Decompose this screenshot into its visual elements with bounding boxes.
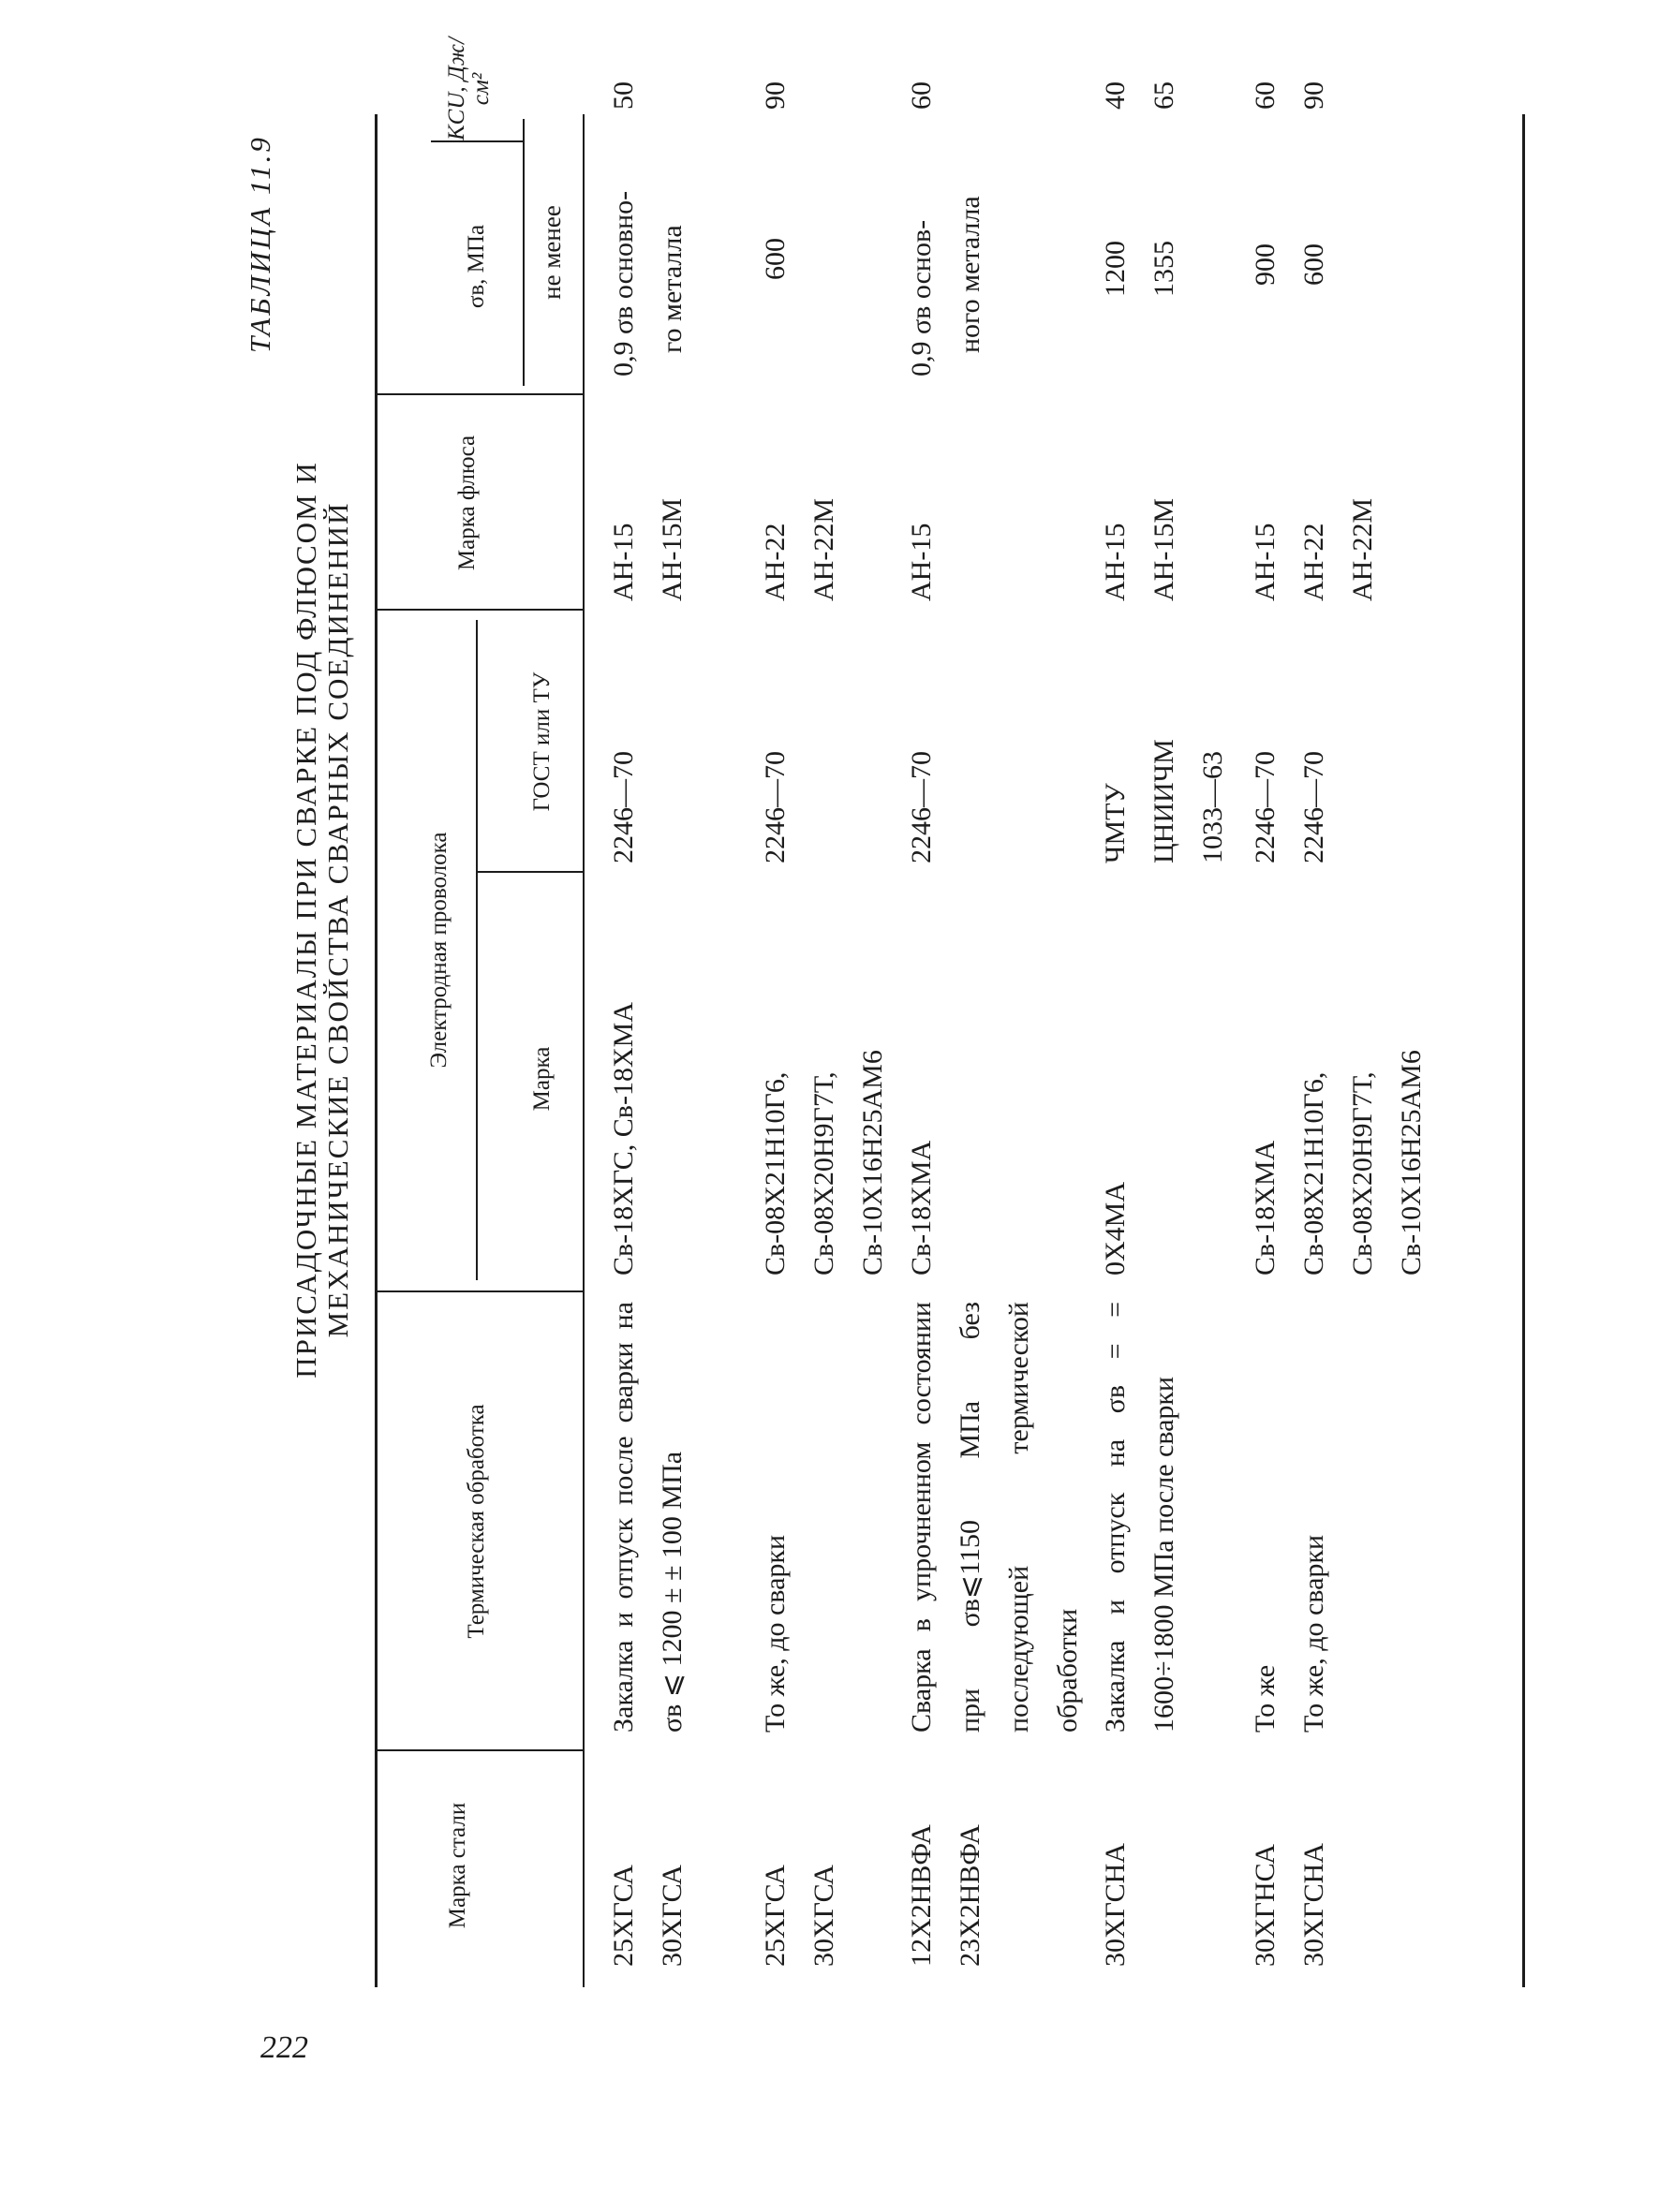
table-top-rule bbox=[375, 114, 378, 1987]
header-heat-treatment: Термическая обработка bbox=[464, 1404, 489, 1639]
row2-steel-2: 30ХГСА bbox=[808, 1865, 839, 1967]
divider-wire-mark-gost bbox=[476, 871, 583, 873]
table-caption: ТАБЛИЦА 11.9 bbox=[244, 135, 276, 353]
row5-gost-1: 2246—70 bbox=[1250, 751, 1281, 863]
row1-heat: Закалка и отпуск после сварки на σв ⩽ 1200 ± ± 100 МПа bbox=[608, 1302, 688, 1733]
row5-wire-1: Св-18ХМА bbox=[1250, 1140, 1281, 1276]
divider-flux-sigma bbox=[375, 393, 583, 395]
row5-heat-2: То же, до сварки bbox=[1298, 1534, 1329, 1733]
row1-flux-1: АН-15 bbox=[608, 523, 639, 601]
row2-kcu-1: 90 bbox=[760, 81, 791, 110]
row4-heat: Закалка и отпуск на σв = = 1600÷1800 МПа после сварки bbox=[1100, 1302, 1179, 1733]
wire-subheader-rule bbox=[476, 620, 478, 1280]
row5-kcu-2: 90 bbox=[1298, 81, 1329, 110]
row5-steel-2: 30ХГСНА bbox=[1298, 1843, 1329, 1967]
row4-flux-2: АН-15М bbox=[1148, 498, 1179, 601]
row5-steel-1: 30ХГНСА bbox=[1250, 1844, 1281, 1967]
header-bottom-rule bbox=[583, 114, 585, 1987]
row2-wire-1: Св-08Х21Н10Г6, bbox=[760, 1071, 791, 1276]
row1-steel-2: 30ХГСА bbox=[657, 1865, 688, 1967]
row4-flux-1: АН-15 bbox=[1100, 523, 1131, 601]
row3-gost-1: 2246—70 bbox=[906, 751, 937, 863]
row1-kcu-1: 50 bbox=[608, 81, 639, 110]
table-title bbox=[290, 96, 354, 1744]
row3-sigma-2: ного металла bbox=[955, 196, 985, 353]
row1-wire-1: Св-18ХГС, Св-18ХМА bbox=[608, 1002, 639, 1276]
header-min: не менее bbox=[538, 205, 566, 300]
row2-heat: То же, до сварки bbox=[760, 1534, 791, 1733]
row3-sigma-1: 0,9 σв основ- bbox=[906, 219, 937, 376]
row1-gost-1: 2246—70 bbox=[608, 751, 639, 863]
row2-sigma-1: 600 bbox=[760, 238, 791, 280]
row1-flux-2: АН-15М bbox=[657, 498, 688, 601]
row3-steel-2: 23Х2НВФА bbox=[955, 1824, 985, 1967]
row3-kcu-1: 60 bbox=[906, 81, 937, 110]
row4-gost-3: 1033—63 bbox=[1197, 751, 1228, 863]
header-electrode-wire: Электродная проволока bbox=[426, 832, 452, 1069]
row2-wire-2: Св-08Х20Н9Г7Т, bbox=[808, 1071, 839, 1276]
row5-wire-4: Св-10Х16Н25АМ6 bbox=[1396, 1050, 1427, 1276]
row5-sigma-2: 600 bbox=[1298, 243, 1329, 286]
row4-sigma-1: 1200 bbox=[1100, 241, 1131, 297]
row3-steel-1: 12Х2НВФА bbox=[906, 1824, 937, 1967]
row4-kcu-1: 40 bbox=[1100, 81, 1131, 110]
row3-heat: Сварка в упрочненном состоянии при σв⩽1150 МПа без последующей термической обработки bbox=[906, 1302, 1083, 1733]
row4-sigma-2: 1355 bbox=[1148, 241, 1179, 297]
sigma-subheader-rule bbox=[523, 119, 525, 386]
divider-steel-heat bbox=[375, 1749, 583, 1751]
row5-gost-2: 2246—70 bbox=[1298, 751, 1329, 863]
header-kcu: KCU, Дж/см² bbox=[444, 37, 494, 140]
row4-kcu-2: 65 bbox=[1148, 81, 1179, 110]
row5-flux-3: АН-22М bbox=[1347, 498, 1378, 601]
row5-wire-3: Св-08Х20Н9Г7Т, bbox=[1347, 1071, 1378, 1276]
divider-heat-wire bbox=[375, 1290, 583, 1292]
divider-sigma-kcu bbox=[431, 140, 523, 142]
row1-sigma-1: 0,9 σв основно- bbox=[608, 190, 639, 376]
header-wire-gost: ГОСТ или ТУ bbox=[529, 671, 555, 812]
row5-flux-2: АН-22 bbox=[1298, 523, 1329, 601]
row4-wire-1: 0Х4МА bbox=[1100, 1181, 1131, 1276]
header-flux: Марка флюса bbox=[454, 435, 480, 571]
row1-steel-1: 25ХГСА bbox=[608, 1865, 639, 1967]
row2-gost-1: 2246—70 bbox=[760, 751, 791, 863]
row4-steel-1: 30ХГСНА bbox=[1100, 1843, 1131, 1967]
header-wire-mark: Марка bbox=[529, 1046, 555, 1112]
row2-flux-1: АН-22 bbox=[760, 523, 791, 601]
row5-flux-1: АН-15 bbox=[1250, 523, 1281, 601]
row2-steel-1: 25ХГСА bbox=[760, 1865, 791, 1967]
row2-wire-3: Св-10Х16Н25АМ6 bbox=[857, 1050, 888, 1276]
divider-wire-flux bbox=[375, 609, 583, 611]
row3-flux-1: АН-15 bbox=[906, 523, 937, 601]
row4-gost-1: ЧМТУ bbox=[1100, 783, 1131, 863]
row1-sigma-2: го металла bbox=[657, 225, 688, 353]
title-line-1: ПРИСАДОЧНЫЕ МАТЕРИАЛЫ ПРИ СВАРКЕ ПОД ФЛЮСОМ И bbox=[289, 461, 322, 1379]
header-sigma: σв, МПа bbox=[464, 224, 489, 309]
table-bottom-rule bbox=[1522, 114, 1525, 1987]
header-steel: Марка стали bbox=[445, 1802, 470, 1929]
row5-wire-2: Св-08Х21Н10Г6, bbox=[1298, 1071, 1329, 1276]
title-line-2: МЕХАНИЧЕСКИЕ СВОЙСТВА СВАРНЫХ СОЕДИНЕНИЙ bbox=[321, 501, 354, 1338]
row4-gost-2: ЦНИИЧМ bbox=[1148, 739, 1179, 863]
row5-sigma-1: 900 bbox=[1250, 243, 1281, 286]
row5-heat-1: То же bbox=[1250, 1664, 1281, 1733]
row3-wire-1: Св-18ХМА bbox=[906, 1140, 937, 1276]
row2-flux-2: АН-22М bbox=[808, 498, 839, 601]
row5-kcu-1: 60 bbox=[1250, 81, 1281, 110]
page-number: 222 bbox=[260, 2030, 308, 2065]
